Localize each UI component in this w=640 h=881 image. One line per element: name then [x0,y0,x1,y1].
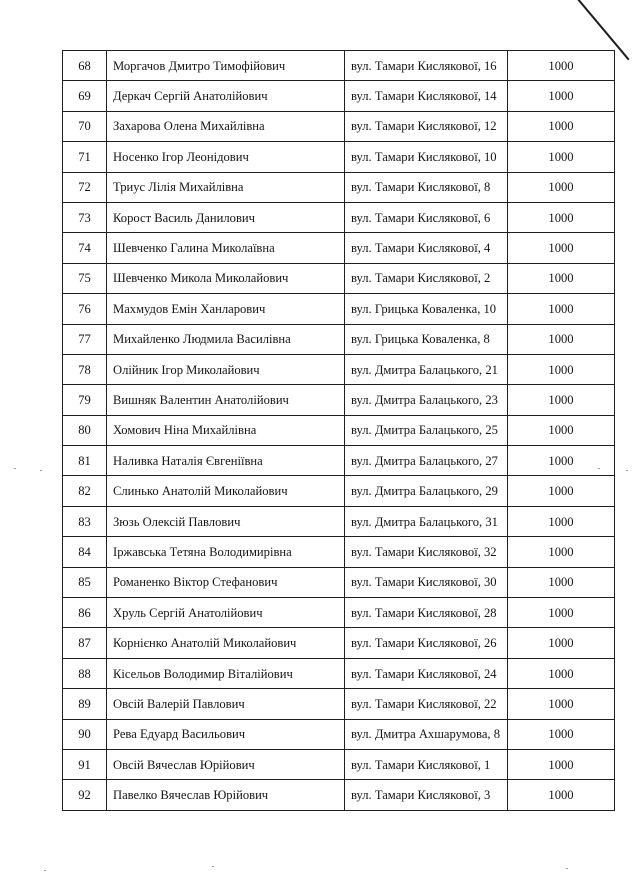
street-address: вул. Тамари Кислякової, 26 [345,628,508,658]
payment-amount: 1000 [508,51,615,81]
payment-amount: 1000 [508,598,615,628]
table-row [63,598,615,628]
payment-amount: 1000 [508,719,615,749]
person-name: Овсій Валерій Павлович [107,689,345,719]
row-number: 90 [63,719,107,749]
street-address: вул. Дмитра Ахшарумова, 8 [345,719,508,749]
payment-amount: 1000 [508,172,615,202]
payment-amount: 1000 [508,324,615,354]
table-row [63,628,615,658]
payment-amount: 1000 [508,111,615,141]
payment-amount: 1000 [508,689,615,719]
payment-amount: 1000 [508,749,615,779]
row-number: 70 [63,111,107,141]
payment-amount: 1000 [508,658,615,688]
payment-amount: 1000 [508,446,615,476]
row-number: 73 [63,202,107,232]
row-number: 69 [63,81,107,111]
scan-speck [14,468,16,469]
street-address: вул. Грицька Коваленка, 8 [345,324,508,354]
street-address: вул. Тамари Кислякової, 12 [345,111,508,141]
row-number: 88 [63,658,107,688]
person-name: Наливка Наталія Євгеніївна [107,446,345,476]
payment-amount: 1000 [508,263,615,293]
table-row [63,233,615,263]
row-number: 86 [63,598,107,628]
scan-speck [44,870,46,871]
row-number: 68 [63,51,107,81]
person-name: Михайленко Людмила Василівна [107,324,345,354]
street-address: вул. Тамари Кислякової, 6 [345,202,508,232]
street-address: вул. Тамари Кислякової, 28 [345,598,508,628]
row-number: 76 [63,294,107,324]
table-row [63,658,615,688]
person-name: Зюзь Олексій Павлович [107,506,345,536]
payment-amount: 1000 [508,294,615,324]
person-name: Романенко Віктор Стефанович [107,567,345,597]
row-number: 91 [63,749,107,779]
street-address: вул. Тамари Кислякової, 10 [345,142,508,172]
person-name: Павелко Вячеслав Юрійович [107,780,345,810]
person-name: Кісельов Володимир Віталійович [107,658,345,688]
row-number: 83 [63,506,107,536]
payment-amount: 1000 [508,202,615,232]
person-name: Носенко Ігор Леонідович [107,142,345,172]
street-address: вул. Тамари Кислякової, 30 [345,567,508,597]
row-number: 92 [63,780,107,810]
table-row [63,294,615,324]
person-name: Шевченко Галина Миколаївна [107,233,345,263]
table-row [63,567,615,597]
table-row [63,506,615,536]
table-row [63,324,615,354]
street-address: вул. Тамари Кислякової, 2 [345,263,508,293]
payment-amount: 1000 [508,537,615,567]
row-number: 85 [63,567,107,597]
person-name: Рева Едуард Васильович [107,719,345,749]
row-number: 84 [63,537,107,567]
scan-speck [40,470,42,471]
person-name: Захарова Олена Михайлівна [107,111,345,141]
payment-amount: 1000 [508,81,615,111]
scan-speck [212,866,214,867]
row-number: 77 [63,324,107,354]
table-row [63,780,615,810]
person-name: Овсій Вячеслав Юрійович [107,749,345,779]
payment-amount: 1000 [508,385,615,415]
person-name: Олійник Ігор Миколайович [107,354,345,384]
person-name: Іржавська Тетяна Володимирівна [107,537,345,567]
row-number: 75 [63,263,107,293]
person-name: Вишняк Валентин Анатолійович [107,385,345,415]
person-name: Корнієнко Анатолій Миколайович [107,628,345,658]
table-row [63,51,615,81]
street-address: вул. Тамари Кислякової, 16 [345,51,508,81]
person-name: Хруль Сергій Анатолійович [107,598,345,628]
payment-amount: 1000 [508,142,615,172]
street-address: вул. Дмитра Балацького, 27 [345,446,508,476]
street-address: вул. Тамари Кислякової, 32 [345,537,508,567]
table-row [63,537,615,567]
table-row [63,111,615,141]
recipient-table [62,50,615,811]
row-number: 87 [63,628,107,658]
row-number: 71 [63,142,107,172]
person-name: Моргачов Дмитро Тимофійович [107,51,345,81]
table-row [63,172,615,202]
street-address: вул. Грицька Коваленка, 10 [345,294,508,324]
row-number: 89 [63,689,107,719]
street-address: вул. Тамари Кислякової, 24 [345,658,508,688]
payment-amount: 1000 [508,354,615,384]
person-name: Хомович Ніна Михайлівна [107,415,345,445]
table-row [63,749,615,779]
payment-amount: 1000 [508,780,615,810]
table-row [63,476,615,506]
table-row [63,142,615,172]
row-number: 74 [63,233,107,263]
person-name: Шевченко Микола Миколайович [107,263,345,293]
person-name: Махмудов Емін Ханларович [107,294,345,324]
street-address: вул. Дмитра Балацького, 21 [345,354,508,384]
row-number: 72 [63,172,107,202]
row-number: 81 [63,446,107,476]
street-address: вул. Тамари Кислякової, 1 [345,749,508,779]
payment-amount: 1000 [508,506,615,536]
row-number: 82 [63,476,107,506]
table-row [63,263,615,293]
scan-speck [566,868,568,869]
street-address: вул. Дмитра Балацького, 29 [345,476,508,506]
street-address: вул. Тамари Кислякової, 4 [345,233,508,263]
person-name: Триус Лілія Михайлівна [107,172,345,202]
payment-amount: 1000 [508,628,615,658]
person-name: Слинько Анатолій Миколайович [107,476,345,506]
payment-amount: 1000 [508,476,615,506]
street-address: вул. Тамари Кислякової, 14 [345,81,508,111]
row-number: 78 [63,354,107,384]
street-address: вул. Тамари Кислякової, 3 [345,780,508,810]
table-row [63,446,615,476]
row-number: 80 [63,415,107,445]
person-name: Деркач Сергій Анатолійович [107,81,345,111]
payment-amount: 1000 [508,415,615,445]
table-row [63,385,615,415]
table-row [63,689,615,719]
street-address: вул. Тамари Кислякової, 22 [345,689,508,719]
scan-speck [626,470,628,471]
person-name: Корост Василь Данилович [107,202,345,232]
payment-amount: 1000 [508,233,615,263]
street-address: вул. Дмитра Балацького, 31 [345,506,508,536]
table-row [63,415,615,445]
row-number: 79 [63,385,107,415]
table-row [63,719,615,749]
table-row [63,202,615,232]
street-address: вул. Тамари Кислякової, 8 [345,172,508,202]
payment-amount: 1000 [508,567,615,597]
table-row [63,354,615,384]
street-address: вул. Дмитра Балацького, 25 [345,415,508,445]
table-body [63,51,615,811]
table-row [63,81,615,111]
street-address: вул. Дмитра Балацького, 23 [345,385,508,415]
